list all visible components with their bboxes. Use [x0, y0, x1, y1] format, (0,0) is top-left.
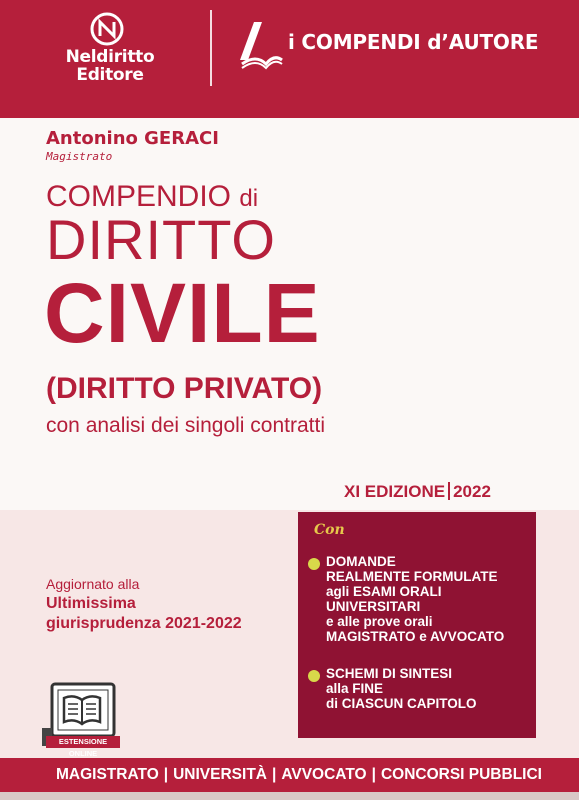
- audience-item: MAGISTRATO: [56, 766, 159, 783]
- feature-1-line: MAGISTRATO e AVVOCATO: [326, 629, 505, 644]
- header-band: [0, 0, 579, 118]
- audience-separator: |: [371, 766, 376, 783]
- update-details: [46, 594, 242, 634]
- publisher-line-2: Editore: [76, 65, 144, 85]
- audience-item: AVVOCATO: [281, 766, 367, 783]
- feature-1-line: e alle prove orali: [326, 614, 433, 629]
- header-divider: [210, 10, 212, 86]
- publisher-line-1: Neldiritto: [65, 47, 155, 67]
- feature-2-line: di CIASCUN CAPITOLO: [326, 696, 477, 711]
- publisher-logo-icon: [90, 12, 124, 46]
- feature-2-line: alla FINE: [326, 681, 384, 696]
- edition-year: 2022: [453, 482, 491, 501]
- audience-separator: |: [163, 766, 169, 783]
- feature-1-line: UNIVERSITARI: [326, 599, 421, 614]
- audience-bar: [0, 758, 579, 792]
- feature-1-line: agli ESAMI ORALI: [326, 584, 442, 599]
- author-name: Antonino GERACI: [46, 128, 219, 149]
- title-prefix-di: di: [239, 185, 259, 212]
- update-line-2: giurisprudenza 2021-2022: [46, 615, 242, 632]
- open-book-series-icon: [236, 20, 284, 72]
- book-subtitle: con analisi dei singoli contratti: [46, 414, 325, 437]
- feature-1-line: DOMANDE: [326, 554, 396, 569]
- edition-separator: [448, 482, 450, 500]
- title-line-3: (DIRITTO PRIVATO): [46, 372, 323, 405]
- audience-separator: |: [271, 766, 277, 783]
- title-line-1: DIRITTO: [46, 208, 276, 271]
- features-box: [298, 512, 536, 738]
- features-intro: Con: [314, 522, 345, 538]
- feature-bullet-1: [308, 558, 320, 570]
- feature-item-1: [326, 554, 504, 644]
- title-line-2: CIVILE: [44, 266, 321, 360]
- audience-list: [56, 766, 542, 784]
- cover-edge: [0, 792, 579, 800]
- audience-item: UNIVERSITÀ: [173, 766, 267, 783]
- edition-label: [344, 482, 491, 502]
- feature-bullet-2: [308, 670, 320, 682]
- author-role: Magistrato: [46, 150, 113, 163]
- feature-1-line: REALMENTE FORMULATE: [326, 569, 498, 584]
- update-line-1: Ultimissima: [46, 595, 136, 612]
- online-extension-label: ESTENSIONE ONLINE: [46, 736, 120, 748]
- feature-item-2: [326, 666, 477, 711]
- update-label: Aggiornato alla: [46, 576, 140, 592]
- title-prefix-word: COMPENDIO: [46, 180, 232, 213]
- edition-number: XI EDIZIONE: [344, 482, 446, 501]
- feature-2-line: SCHEMI DI SINTESI: [326, 666, 453, 681]
- series-title: i COMPENDI d’AUTORE: [288, 30, 539, 54]
- publisher-name: [60, 48, 160, 84]
- audience-item: CONCORSI PUBBLICI: [380, 766, 542, 783]
